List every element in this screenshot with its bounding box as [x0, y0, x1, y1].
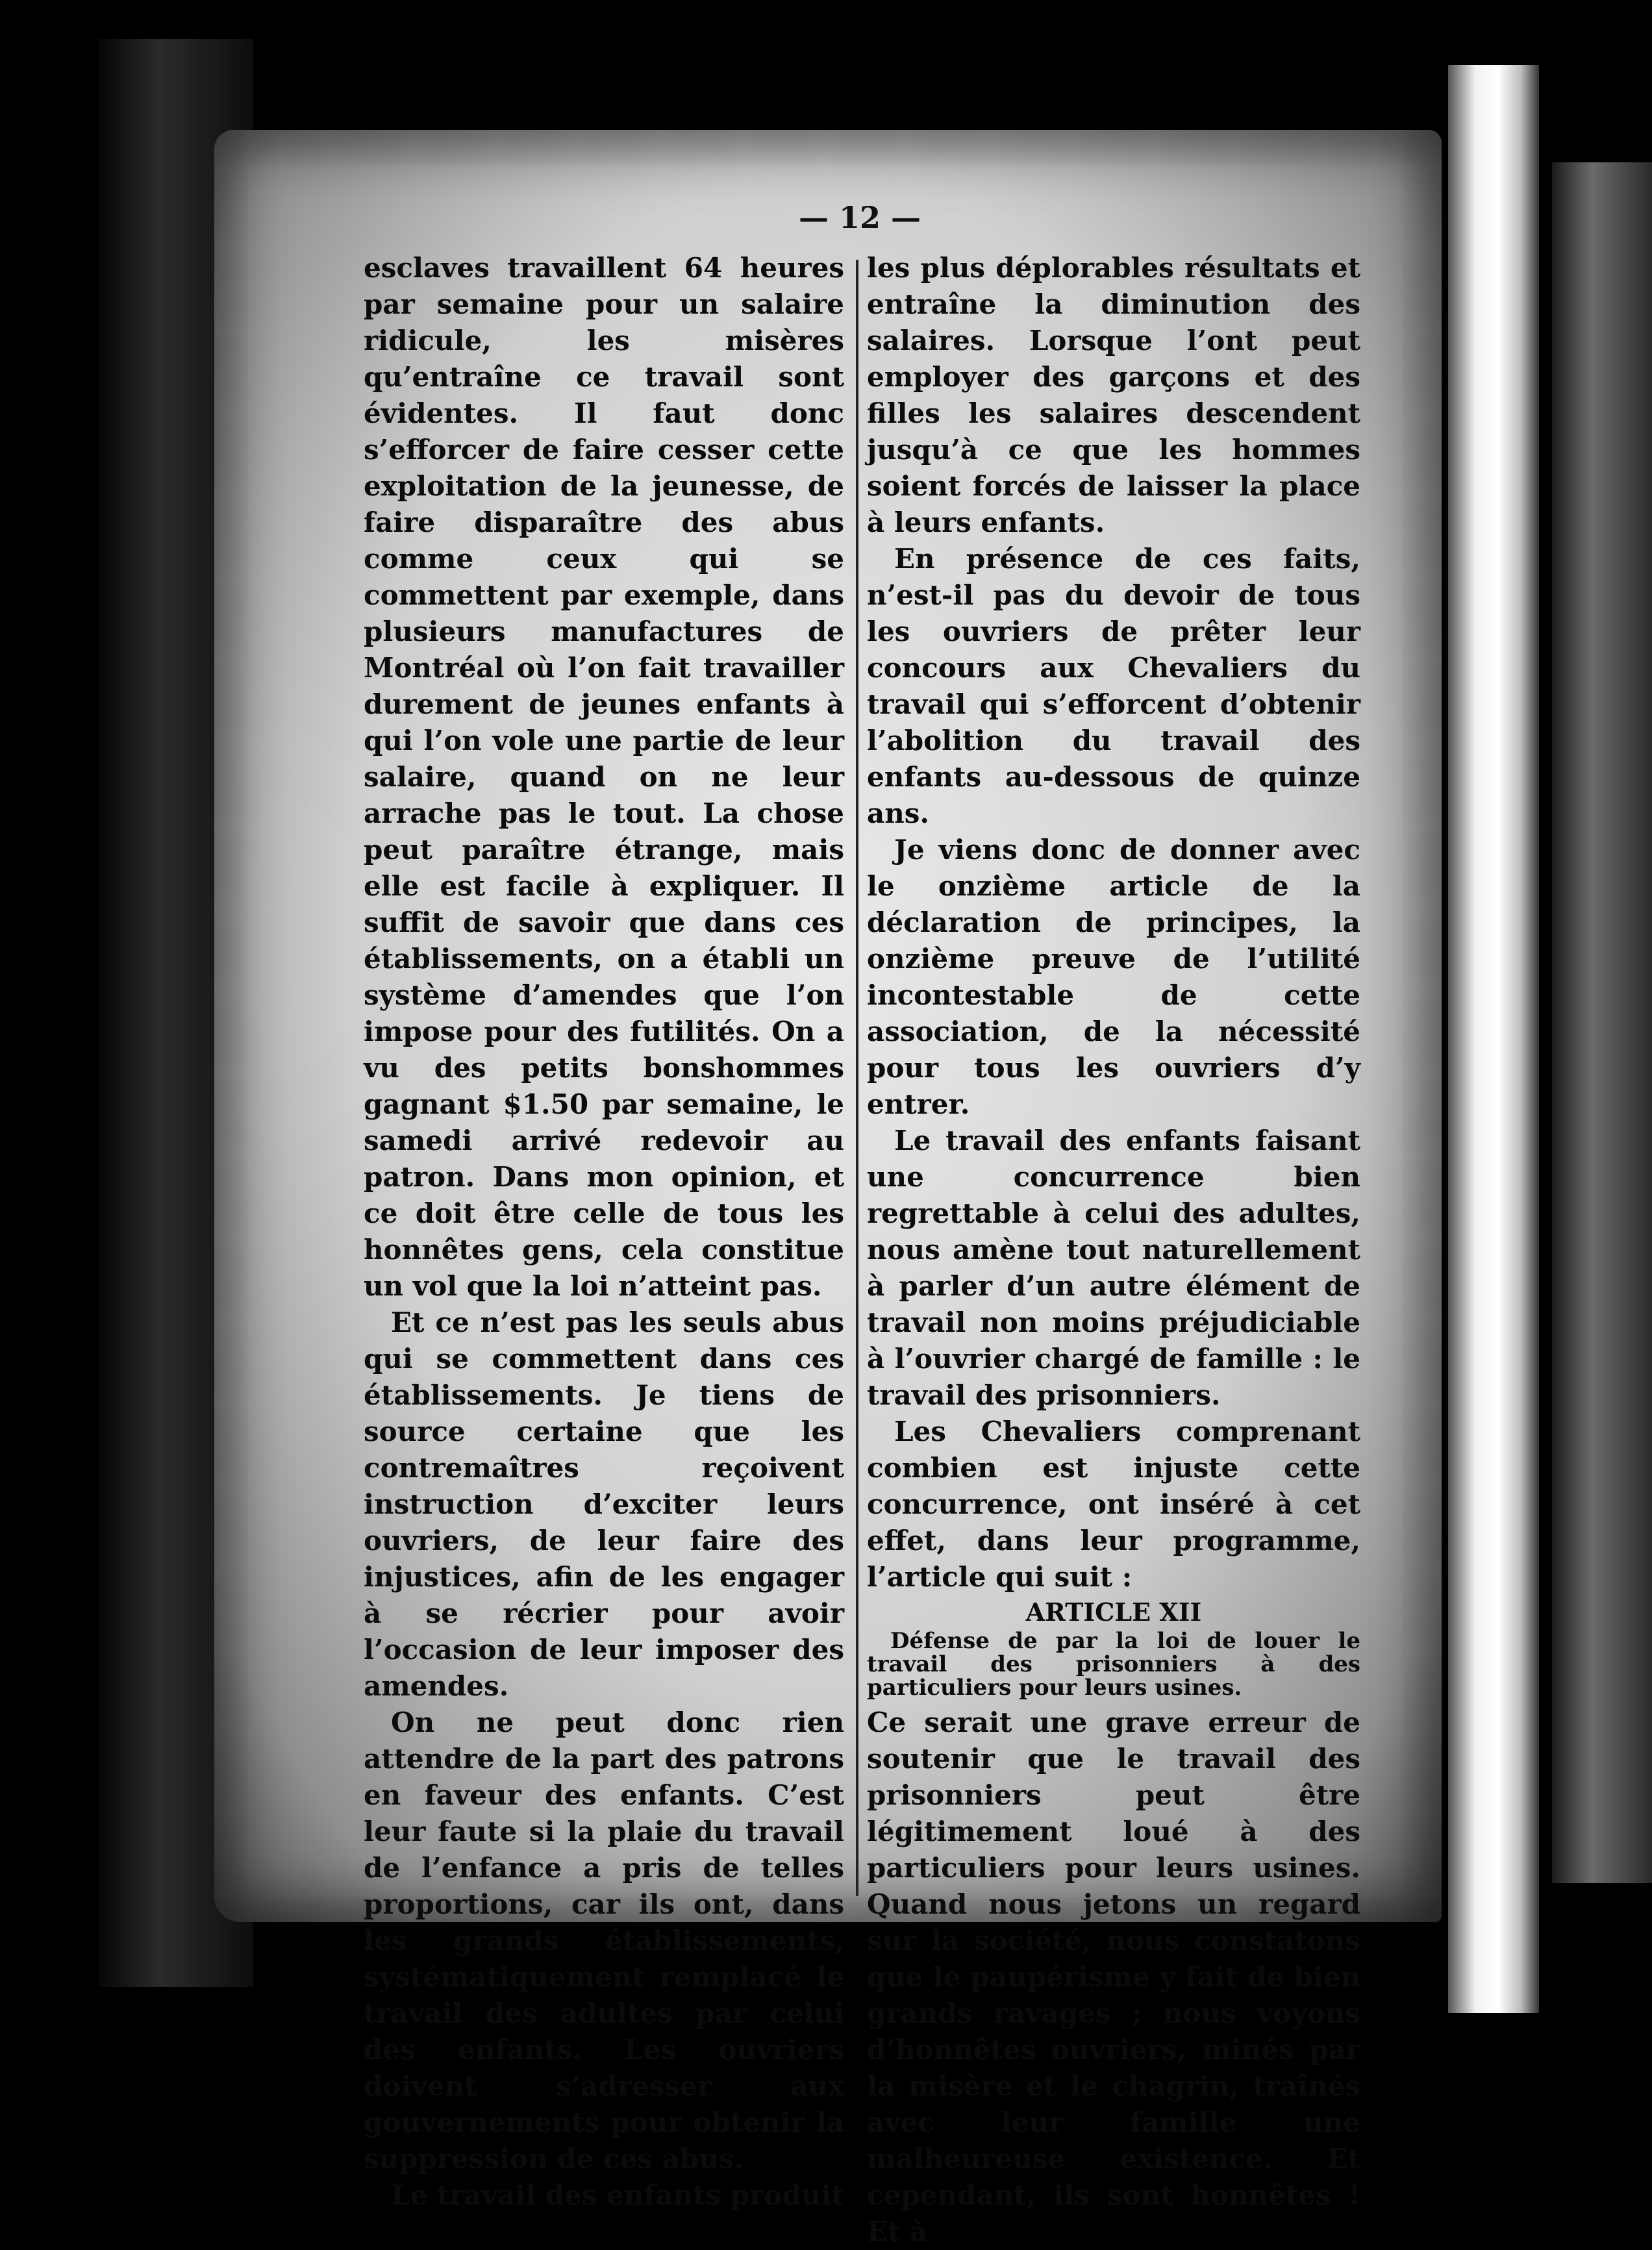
- article-heading: ARTICLE XII: [1025, 1597, 1202, 1627]
- paragraph: esclaves travaillent 64 heures par semaine pour un salaire ridicule, les misères qu’entraîne ce travail sont évidentes. Il faut donc s’efforcer de faire cesser cette exploitation de la jeunesse, de faire disparaître des abus comme ceux qui se commettent par exemple, dans plusieurs manufactures de Montréal où l’on fait travailler durement de jeunes enfants à qui l’on vole une partie de leur salaire, quand on ne leur arrache pas le tout. La chose peut paraître étrange, mais elle est facile à expliquer. Il suffit de savoir que dans ces établissements, on a établi un système d’amendes que l’on impose pour des futilités. On a vu des petits bonshommes gagnant $1.50 par semaine, le samedi arrivé redevoir au patron. Dans mon opinion, et ce doit être celle de tous les honnêtes gens, cela constitue un vol que la loi n’atteint pas.: [364, 252, 844, 1302]
- paragraph: Et ce n’est pas les seuls abus qui se commettent dans ces établissements. Je tiens de source certaine que les contremaîtres reçoivent instruction d’exciter leurs ouvriers, de leur faire des injustices, afin de les engager à se récrier pour avoir l’occasion de leur imposer des amendes.: [364, 1306, 844, 1702]
- paragraph: On ne peut donc rien attendre de la part des patrons en faveur des enfants. C’est leur faute si la plaie du travail de l’enfance a pris de telles proportions, car ils ont, dans les grands établissements, systématiquement remplacé le travail des adultes par celui des enfants. Les ouvriers doivent s’adresser aux gouvernements pour obtenir la suppression de ces abus.: [364, 1706, 844, 2175]
- paragraph: En présence de ces faits, n’est-il pas du devoir de tous les ouvriers de prêter leur concours aux Chevaliers du travail qui s’efforcent d’obtenir l’abolition du travail des enfants au-dessous de quinze ans.: [867, 543, 1360, 829]
- paragraph: Je viens donc de donner avec le onzième article de la déclaration de principes, la onzième preuve de l’utilité incontestable de cette association, de la nécessité pour tous les ouvriers d’y entrer.: [867, 834, 1360, 1120]
- page-number: — 12 —: [799, 200, 921, 235]
- paragraph: Le travail des enfants produit: [391, 2179, 844, 2211]
- paragraph: Ce serait une grave erreur de soutenir que le travail des prisonniers peut être légitimement loué à des particuliers pour leurs usines. Quand nous jetons un regard sur la société, nous constatons que le paupérisme y fait de bien grands ravages ; nous voyons d’honnêtes ouvriers, minés par la misère et le chagrin, traînés avec leur famille une malheureuse existence. Et cependant, ils sont honnêtes ! Et à: [867, 1706, 1360, 2247]
- facing-page-shadow: [1552, 162, 1652, 1883]
- right-text-column: [867, 250, 1360, 2250]
- paragraph: Le travail des enfants faisant une concurrence bien regrettable à celui des adultes, nous amène tout naturellement à parler d’un autre élément de travail non moins préjudiciable à l’ouvrier chargé de famille : le travail des prisonniers.: [867, 1125, 1360, 1411]
- paragraph: Les Chevaliers comprenant combien est injuste cette concurrence, ont inséré à cet effet, dans leur programme, l’article qui suit :: [867, 1416, 1360, 1593]
- paragraph: les plus déplorables résultats et entraîne la diminution des salaires. Lorsque l’ont peut employer des garçons et des filles les salaires descendent jusqu’à ce que les hommes soient forcés de laisser la place à leurs enfants.: [867, 252, 1360, 538]
- facing-page-edge: [1448, 65, 1539, 2013]
- article-text: Défense de par la loi de louer le travail des prisonniers à des particuliers pour leurs usines.: [867, 1628, 1360, 1701]
- column-divider: [856, 260, 858, 1896]
- left-text-column: [364, 250, 844, 2214]
